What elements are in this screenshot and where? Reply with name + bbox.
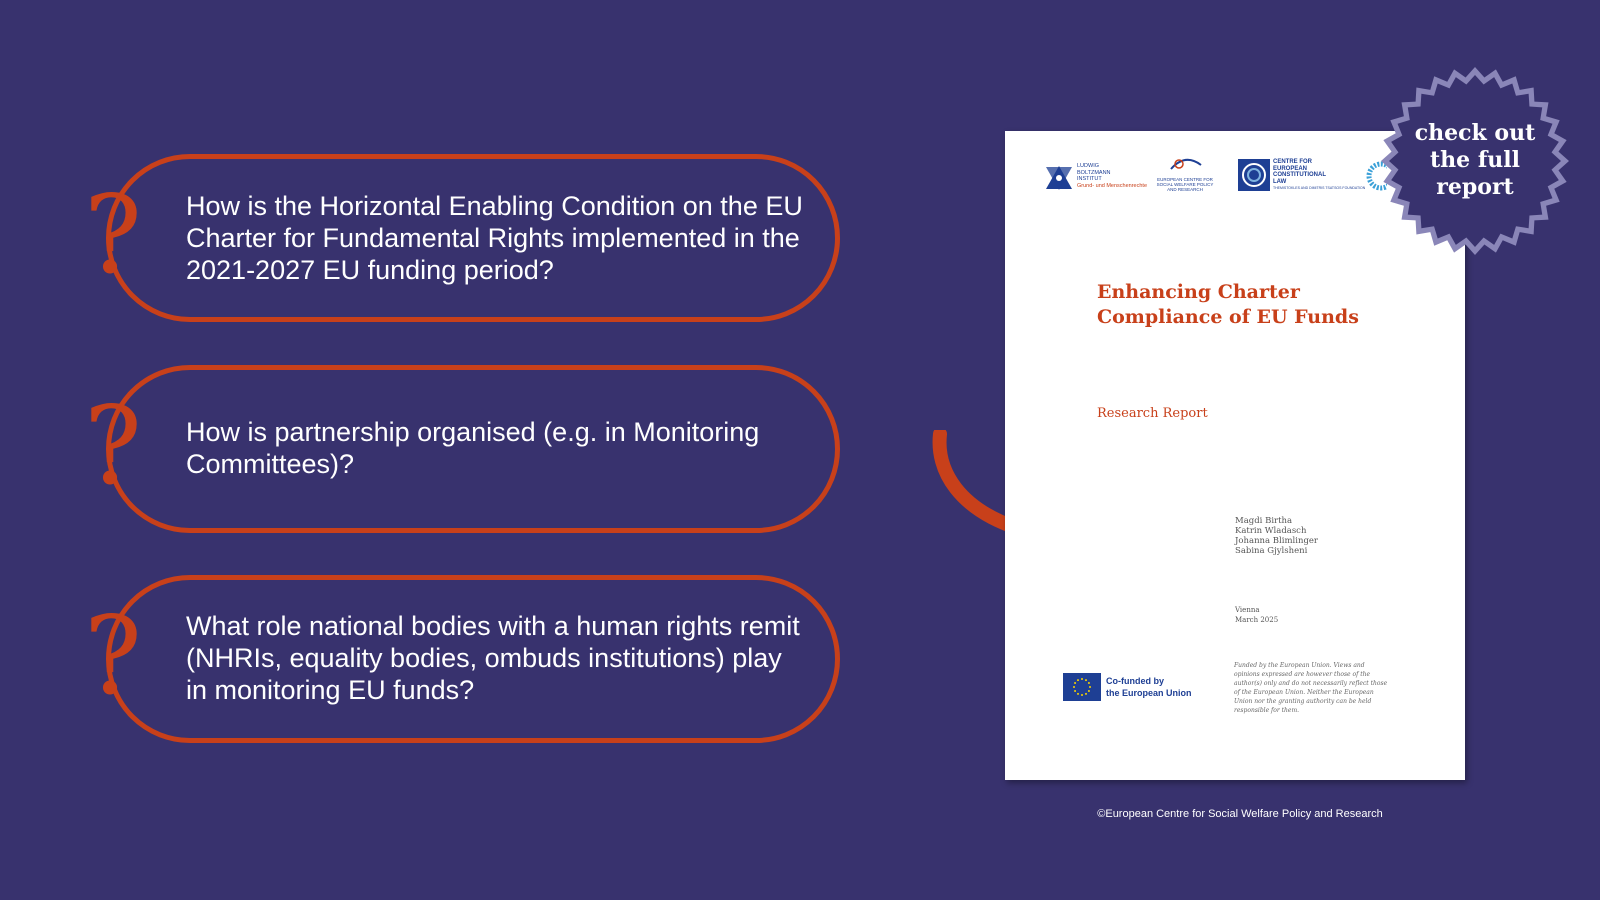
- copyright-notice: ©European Centre for Social Welfare Policy and Research: [1097, 808, 1383, 820]
- eu-star-icon: [1081, 694, 1083, 696]
- eu-star-icon: [1089, 686, 1091, 688]
- cecl-logo-icon: [1238, 159, 1270, 191]
- report-disclaimer: Funded by the European Union. Views and opinions expressed are however those of the author(s) only and do not necessarily reflect those of the European Union. Neither the European Union nor the granting authority can be held responsible for them.: [1234, 662, 1388, 714]
- question-mark-icon: ?: [84, 173, 142, 298]
- eu-star-icon: [1085, 679, 1087, 681]
- question-mark-icon: ?: [84, 594, 142, 719]
- question-3-text: What role national bodies with a human rights remit (NHRIs, equality bodies, ombuds institutions) play in monitoring EU funds?: [186, 611, 800, 705]
- eu-star-icon: [1077, 679, 1079, 681]
- eu-star-icon: [1088, 690, 1090, 692]
- check-out-report-badge[interactable]: check out the full report: [1414, 120, 1536, 200]
- eu-star-icon: [1077, 693, 1079, 695]
- lbi-logo-icon: [1045, 165, 1073, 191]
- eu-star-icon: [1081, 678, 1083, 680]
- question-mark-icon: ?: [84, 384, 142, 509]
- report-authors: Magdi Birtha Katrin Wladasch Johanna Blimlinger Sabina Gjylsheni: [1235, 516, 1318, 556]
- euro-centre-logo-text: EUROPEAN CENTRE FOR SOCIAL WELFARE POLICY AND RESEARCH: [1156, 177, 1214, 192]
- question-1-text: How is the Horizontal Enabling Condition on the EU Charter for Fundamental Rights implemented in the 2021-2027 EU funding period?: [186, 191, 803, 285]
- eu-cofunded-label: Co-funded by the European Union: [1106, 676, 1192, 698]
- eu-star-icon: [1085, 693, 1087, 695]
- euro-centre-logo-icon: [1167, 155, 1203, 175]
- report-title: Enhancing Charter Compliance of EU Funds: [1097, 281, 1359, 328]
- eu-star-icon: [1073, 686, 1075, 688]
- eu-flag-icon: [1063, 673, 1101, 701]
- question-2-text: How is partnership organised (e.g. in Monitoring Committees)?: [186, 417, 760, 479]
- report-subtitle: Research Report: [1097, 406, 1208, 421]
- eu-star-icon: [1074, 682, 1076, 684]
- report-place-date: Vienna March 2025: [1235, 606, 1279, 624]
- eu-star-icon: [1074, 690, 1076, 692]
- cecl-logo-text: CENTRE FOR EUROPEAN CONSTITUTIONAL LAW THEMISTOKLES AND DIMITRIS TSATSOS FOUNDATION: [1273, 159, 1366, 190]
- eu-star-icon: [1088, 682, 1090, 684]
- lbi-logo-text: LUDWIG BOLTZMANN INSTITUT Grund- und Menschenrechte: [1077, 163, 1148, 189]
